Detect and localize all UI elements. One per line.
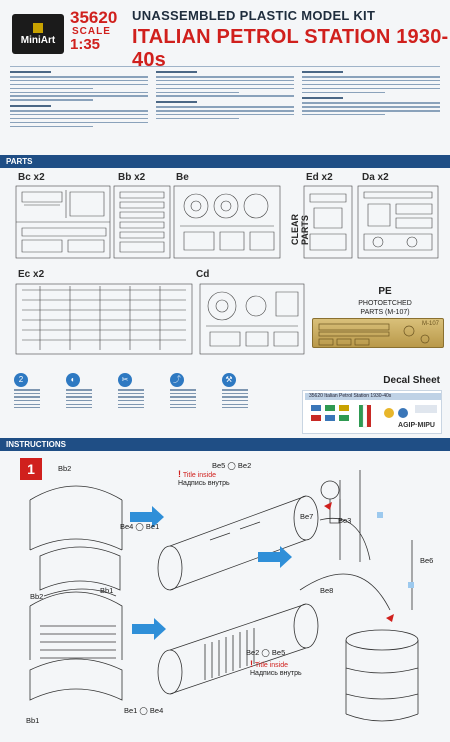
logo-text: MiniArt (20, 34, 56, 46)
scratchbuild-icon: ⚒ (222, 373, 236, 387)
label-bb1-right: Bb1 (100, 586, 114, 595)
parts-section-bar: PARTS (0, 155, 450, 168)
label-bb2-upper: Bb2 (58, 464, 72, 473)
sprue-label-bc: Bc x2 (18, 172, 45, 183)
note-title-inside-lower: ! Title inside Надпись внутрь (250, 659, 302, 677)
step-number: 1 (20, 458, 42, 480)
label-be4-be1-upper: Be4 ◯ Be1 (120, 522, 160, 531)
label-be5-be2: Be5 ◯ Be2 (212, 461, 252, 470)
scale-label: SCALE (72, 26, 111, 37)
label-be8: Be8 (320, 586, 334, 595)
label-be2-be5: Be2 ◯ Be5 (246, 648, 286, 657)
sprue-label-be: Be (176, 172, 189, 183)
decal-logo: AGIP·MIPU (398, 422, 435, 429)
warning-exclamation-icon: ! (178, 469, 181, 479)
sprue-label-bb: Bb x2 (118, 172, 146, 183)
sprue-label-da: Da x2 (362, 172, 389, 183)
arrow-lower-left (132, 618, 166, 640)
decal-sheet-title: Decal Sheet (383, 375, 440, 386)
kit-title: ITALIAN PETROL STATION 1930-40s (132, 26, 449, 71)
pe-fret-tag: M-107 (421, 321, 439, 327)
remove-icon: ✂ (118, 373, 132, 387)
pe-sub2: PARTS (M-107) (360, 309, 410, 316)
label-be1-be4-lower: Be1 ◯ Be4 (124, 706, 164, 715)
label-bb1-lower: Bb1 (26, 716, 40, 725)
label-be3: Be3 (338, 516, 352, 525)
pe-label: PE (378, 286, 392, 297)
pe-sub1: PHOTOETCHED (358, 300, 412, 307)
sprue-label-cd: Cd (196, 269, 210, 280)
decal-sheet-header: 35620 Italian Petrol Station 1930-40s (305, 393, 441, 400)
bend-icon: ⤴ (170, 373, 184, 387)
sprue-label-ec: Ec x2 (18, 269, 45, 280)
arrow-upper-right (258, 546, 292, 568)
scale-value: 1:35 (70, 36, 101, 53)
clear-parts-label: CLEAR PARTS (290, 214, 310, 246)
label-be6: Be6 (420, 556, 434, 565)
instructions-section-bar: INSTRUCTIONS (0, 438, 450, 451)
label-bb2-lower: Bb2 (30, 592, 44, 601)
kit-number: 35620 (70, 8, 118, 27)
label-be7: Be7 (300, 512, 314, 521)
sprue-label-ed: Ed x2 (306, 172, 333, 183)
optional-icon: ◐ (66, 373, 80, 387)
assemble-x2-icon: 2 (14, 373, 28, 387)
upper-half-shell-top (30, 486, 122, 500)
note-title-inside-upper: ! Title inside Надпись внутрь (178, 469, 230, 487)
kit-type: UNASSEMBLED PLASTIC MODEL KIT (132, 8, 376, 23)
warning-exclamation-icon: ! (250, 659, 253, 669)
